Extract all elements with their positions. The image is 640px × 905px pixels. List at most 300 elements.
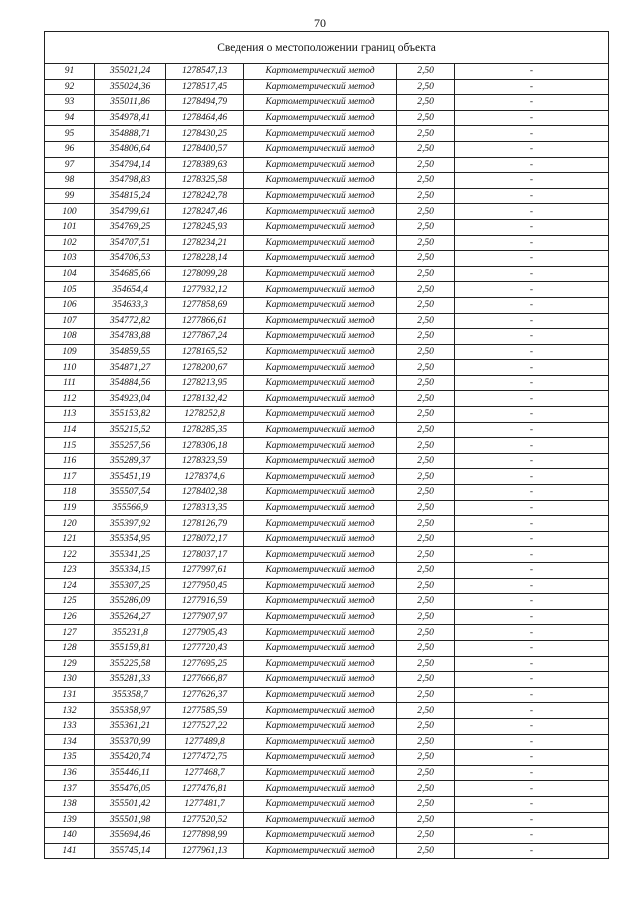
method-cell: Картометрический метод [244, 453, 397, 469]
point-number-cell: 106 [45, 297, 95, 313]
table-row [45, 422, 609, 438]
x-coordinate-cell: 355566,9 [95, 500, 166, 516]
y-coordinate-cell: 1278126,79 [166, 516, 244, 532]
point-number-cell: 112 [45, 391, 95, 407]
table-row [45, 469, 609, 485]
x-coordinate-cell: 354871,27 [95, 360, 166, 376]
accuracy-cell: 2,50 [397, 64, 455, 80]
table-row [45, 796, 609, 812]
method-cell: Картометрический метод [244, 796, 397, 812]
accuracy-cell: 2,50 [397, 640, 455, 656]
point-number-cell: 132 [45, 703, 95, 719]
point-number-cell: 110 [45, 360, 95, 376]
x-coordinate-cell: 354923,04 [95, 391, 166, 407]
table-row [45, 812, 609, 828]
point-number-cell: 102 [45, 235, 95, 251]
table-row [45, 219, 609, 235]
y-coordinate-cell: 1278402,38 [166, 485, 244, 501]
description-cell: - [455, 578, 609, 594]
table-row [45, 609, 609, 625]
accuracy-cell: 2,50 [397, 703, 455, 719]
method-cell: Картометрический метод [244, 594, 397, 610]
description-cell: - [455, 407, 609, 423]
point-number-cell: 108 [45, 329, 95, 345]
x-coordinate-cell: 355257,56 [95, 438, 166, 454]
point-number-cell: 131 [45, 687, 95, 703]
point-number-cell: 122 [45, 547, 95, 563]
x-coordinate-cell: 354706,53 [95, 251, 166, 267]
method-cell: Картометрический метод [244, 313, 397, 329]
point-number-cell: 97 [45, 157, 95, 173]
description-cell: - [455, 516, 609, 532]
point-number-cell: 94 [45, 110, 95, 126]
table-row [45, 344, 609, 360]
description-cell: - [455, 750, 609, 766]
y-coordinate-cell: 1278165,52 [166, 344, 244, 360]
accuracy-cell: 2,50 [397, 157, 455, 173]
table-row [45, 173, 609, 189]
method-cell: Картометрический метод [244, 375, 397, 391]
description-cell: - [455, 640, 609, 656]
description-cell: - [455, 500, 609, 516]
point-number-cell: 113 [45, 407, 95, 423]
table-row [45, 765, 609, 781]
y-coordinate-cell: 1278072,17 [166, 531, 244, 547]
point-number-cell: 121 [45, 531, 95, 547]
description-cell: - [455, 126, 609, 142]
table-row [45, 734, 609, 750]
x-coordinate-cell: 355341,25 [95, 547, 166, 563]
y-coordinate-cell: 1277489,8 [166, 734, 244, 750]
x-coordinate-cell: 354859,55 [95, 344, 166, 360]
x-coordinate-cell: 354888,71 [95, 126, 166, 142]
x-coordinate-cell: 354654,4 [95, 282, 166, 298]
description-cell: - [455, 64, 609, 80]
description-cell: - [455, 469, 609, 485]
x-coordinate-cell: 355354,95 [95, 531, 166, 547]
x-coordinate-cell: 355361,21 [95, 718, 166, 734]
y-coordinate-cell: 1277468,7 [166, 765, 244, 781]
table-row [45, 360, 609, 376]
point-number-cell: 105 [45, 282, 95, 298]
x-coordinate-cell: 354707,51 [95, 235, 166, 251]
method-cell: Картометрический метод [244, 219, 397, 235]
table-row [45, 578, 609, 594]
accuracy-cell: 2,50 [397, 765, 455, 781]
table-row [45, 282, 609, 298]
description-cell: - [455, 204, 609, 220]
point-number-cell: 123 [45, 563, 95, 579]
point-number-cell: 104 [45, 266, 95, 282]
point-number-cell: 135 [45, 750, 95, 766]
y-coordinate-cell: 1278464,46 [166, 110, 244, 126]
accuracy-cell: 2,50 [397, 563, 455, 579]
x-coordinate-cell: 354794,14 [95, 157, 166, 173]
description-cell: - [455, 329, 609, 345]
accuracy-cell: 2,50 [397, 407, 455, 423]
table-row [45, 781, 609, 797]
point-number-cell: 126 [45, 609, 95, 625]
accuracy-cell: 2,50 [397, 609, 455, 625]
point-number-cell: 140 [45, 828, 95, 844]
accuracy-cell: 2,50 [397, 625, 455, 641]
y-coordinate-cell: 1278306,18 [166, 438, 244, 454]
method-cell: Картометрический метод [244, 687, 397, 703]
method-cell: Картометрический метод [244, 407, 397, 423]
point-number-cell: 138 [45, 796, 95, 812]
method-cell: Картометрический метод [244, 765, 397, 781]
x-coordinate-cell: 355011,86 [95, 95, 166, 111]
method-cell: Картометрический метод [244, 79, 397, 95]
y-coordinate-cell: 1277916,59 [166, 594, 244, 610]
y-coordinate-cell: 1277898,99 [166, 828, 244, 844]
table-row [45, 407, 609, 423]
description-cell: - [455, 344, 609, 360]
y-coordinate-cell: 1278400,57 [166, 141, 244, 157]
method-cell: Картометрический метод [244, 438, 397, 454]
description-cell: - [455, 796, 609, 812]
accuracy-cell: 2,50 [397, 141, 455, 157]
method-cell: Картометрический метод [244, 843, 397, 859]
y-coordinate-cell: 1277585,59 [166, 703, 244, 719]
y-coordinate-cell: 1277867,24 [166, 329, 244, 345]
table-row [45, 703, 609, 719]
method-cell: Картометрический метод [244, 360, 397, 376]
method-cell: Картометрический метод [244, 531, 397, 547]
x-coordinate-cell: 355225,58 [95, 656, 166, 672]
point-number-cell: 133 [45, 718, 95, 734]
method-cell: Картометрический метод [244, 812, 397, 828]
accuracy-cell: 2,50 [397, 500, 455, 516]
method-cell: Картометрический метод [244, 828, 397, 844]
point-number-cell: 95 [45, 126, 95, 142]
point-number-cell: 98 [45, 173, 95, 189]
method-cell: Картометрический метод [244, 625, 397, 641]
description-cell: - [455, 672, 609, 688]
description-cell: - [455, 703, 609, 719]
description-cell: - [455, 531, 609, 547]
x-coordinate-cell: 355358,7 [95, 687, 166, 703]
method-cell: Картометрический метод [244, 672, 397, 688]
accuracy-cell: 2,50 [397, 718, 455, 734]
accuracy-cell: 2,50 [397, 110, 455, 126]
table-row [45, 110, 609, 126]
table-row [45, 126, 609, 142]
y-coordinate-cell: 1277858,69 [166, 297, 244, 313]
table-row [45, 157, 609, 173]
method-cell: Картометрический метод [244, 157, 397, 173]
method-cell: Картометрический метод [244, 656, 397, 672]
point-number-cell: 92 [45, 79, 95, 95]
method-cell: Картометрический метод [244, 703, 397, 719]
y-coordinate-cell: 1278247,46 [166, 204, 244, 220]
y-coordinate-cell: 1278323,59 [166, 453, 244, 469]
y-coordinate-cell: 1278517,45 [166, 79, 244, 95]
method-cell: Картометрический метод [244, 126, 397, 142]
y-coordinate-cell: 1277905,43 [166, 625, 244, 641]
x-coordinate-cell: 355420,74 [95, 750, 166, 766]
method-cell: Картометрический метод [244, 718, 397, 734]
description-cell: - [455, 656, 609, 672]
x-coordinate-cell: 354783,88 [95, 329, 166, 345]
point-number-cell: 141 [45, 843, 95, 859]
y-coordinate-cell: 1278389,63 [166, 157, 244, 173]
table-header-row [45, 32, 609, 64]
point-number-cell: 100 [45, 204, 95, 220]
accuracy-cell: 2,50 [397, 687, 455, 703]
x-coordinate-cell: 355694,46 [95, 828, 166, 844]
accuracy-cell: 2,50 [397, 422, 455, 438]
description-cell: - [455, 266, 609, 282]
table-row [45, 547, 609, 563]
table-row [45, 313, 609, 329]
accuracy-cell: 2,50 [397, 469, 455, 485]
y-coordinate-cell: 1277866,61 [166, 313, 244, 329]
y-coordinate-cell: 1277695,25 [166, 656, 244, 672]
table-row [45, 329, 609, 345]
table-row [45, 828, 609, 844]
accuracy-cell: 2,50 [397, 235, 455, 251]
table-title: Сведения о местоположении границ объекта [45, 32, 609, 64]
y-coordinate-cell: 1278494,79 [166, 95, 244, 111]
y-coordinate-cell: 1277666,87 [166, 672, 244, 688]
method-cell: Картометрический метод [244, 110, 397, 126]
x-coordinate-cell: 355476,05 [95, 781, 166, 797]
description-cell: - [455, 235, 609, 251]
description-cell: - [455, 438, 609, 454]
description-cell: - [455, 609, 609, 625]
table-row [45, 687, 609, 703]
table-row [45, 640, 609, 656]
description-cell: - [455, 219, 609, 235]
y-coordinate-cell: 1277932,12 [166, 282, 244, 298]
y-coordinate-cell: 1278547,13 [166, 64, 244, 80]
table-row [45, 204, 609, 220]
table-row [45, 750, 609, 766]
method-cell: Картометрический метод [244, 750, 397, 766]
description-cell: - [455, 734, 609, 750]
method-cell: Картометрический метод [244, 329, 397, 345]
method-cell: Картометрический метод [244, 578, 397, 594]
accuracy-cell: 2,50 [397, 79, 455, 95]
table-row [45, 438, 609, 454]
method-cell: Картометрический метод [244, 563, 397, 579]
y-coordinate-cell: 1278200,67 [166, 360, 244, 376]
description-cell: - [455, 485, 609, 501]
point-number-cell: 109 [45, 344, 95, 360]
x-coordinate-cell: 354769,25 [95, 219, 166, 235]
y-coordinate-cell: 1278374,6 [166, 469, 244, 485]
description-cell: - [455, 718, 609, 734]
description-cell: - [455, 422, 609, 438]
description-cell: - [455, 188, 609, 204]
table-row [45, 266, 609, 282]
accuracy-cell: 2,50 [397, 781, 455, 797]
y-coordinate-cell: 1278325,58 [166, 173, 244, 189]
point-number-cell: 137 [45, 781, 95, 797]
y-coordinate-cell: 1278430,25 [166, 126, 244, 142]
x-coordinate-cell: 355231,8 [95, 625, 166, 641]
point-number-cell: 117 [45, 469, 95, 485]
accuracy-cell: 2,50 [397, 204, 455, 220]
point-number-cell: 91 [45, 64, 95, 80]
method-cell: Картометрический метод [244, 516, 397, 532]
x-coordinate-cell: 355501,98 [95, 812, 166, 828]
point-number-cell: 139 [45, 812, 95, 828]
accuracy-cell: 2,50 [397, 438, 455, 454]
description-cell: - [455, 843, 609, 859]
x-coordinate-cell: 354815,24 [95, 188, 166, 204]
y-coordinate-cell: 1277520,52 [166, 812, 244, 828]
x-coordinate-cell: 355501,42 [95, 796, 166, 812]
point-number-cell: 99 [45, 188, 95, 204]
accuracy-cell: 2,50 [397, 656, 455, 672]
description-cell: - [455, 173, 609, 189]
accuracy-cell: 2,50 [397, 750, 455, 766]
x-coordinate-cell: 355264,27 [95, 609, 166, 625]
accuracy-cell: 2,50 [397, 594, 455, 610]
table-row [45, 531, 609, 547]
y-coordinate-cell: 1277527,22 [166, 718, 244, 734]
table-row [45, 297, 609, 313]
accuracy-cell: 2,50 [397, 547, 455, 563]
y-coordinate-cell: 1278285,35 [166, 422, 244, 438]
x-coordinate-cell: 354633,3 [95, 297, 166, 313]
point-number-cell: 119 [45, 500, 95, 516]
accuracy-cell: 2,50 [397, 266, 455, 282]
table-body [45, 32, 609, 859]
method-cell: Картометрический метод [244, 297, 397, 313]
x-coordinate-cell: 354798,83 [95, 173, 166, 189]
description-cell: - [455, 141, 609, 157]
point-number-cell: 124 [45, 578, 95, 594]
accuracy-cell: 2,50 [397, 282, 455, 298]
description-cell: - [455, 391, 609, 407]
accuracy-cell: 2,50 [397, 453, 455, 469]
x-coordinate-cell: 355358,97 [95, 703, 166, 719]
accuracy-cell: 2,50 [397, 251, 455, 267]
x-coordinate-cell: 355024,36 [95, 79, 166, 95]
y-coordinate-cell: 1278132,42 [166, 391, 244, 407]
y-coordinate-cell: 1277997,61 [166, 563, 244, 579]
accuracy-cell: 2,50 [397, 219, 455, 235]
x-coordinate-cell: 355745,14 [95, 843, 166, 859]
method-cell: Картометрический метод [244, 500, 397, 516]
point-number-cell: 111 [45, 375, 95, 391]
x-coordinate-cell: 354772,82 [95, 313, 166, 329]
y-coordinate-cell: 1277950,45 [166, 578, 244, 594]
y-coordinate-cell: 1277961,13 [166, 843, 244, 859]
table-row [45, 79, 609, 95]
point-number-cell: 116 [45, 453, 95, 469]
y-coordinate-cell: 1278245,93 [166, 219, 244, 235]
y-coordinate-cell: 1278234,21 [166, 235, 244, 251]
accuracy-cell: 2,50 [397, 329, 455, 345]
description-cell: - [455, 313, 609, 329]
table-row [45, 95, 609, 111]
description-cell: - [455, 453, 609, 469]
method-cell: Картометрический метод [244, 485, 397, 501]
accuracy-cell: 2,50 [397, 485, 455, 501]
table-row [45, 625, 609, 641]
table-row [45, 656, 609, 672]
x-coordinate-cell: 355370,99 [95, 734, 166, 750]
table-row [45, 516, 609, 532]
description-cell: - [455, 79, 609, 95]
x-coordinate-cell: 354978,41 [95, 110, 166, 126]
boundary-coordinates-table [44, 31, 609, 859]
table-row [45, 141, 609, 157]
accuracy-cell: 2,50 [397, 391, 455, 407]
x-coordinate-cell: 355334,15 [95, 563, 166, 579]
y-coordinate-cell: 1278213,95 [166, 375, 244, 391]
method-cell: Картометрический метод [244, 734, 397, 750]
x-coordinate-cell: 355153,82 [95, 407, 166, 423]
method-cell: Картометрический метод [244, 547, 397, 563]
accuracy-cell: 2,50 [397, 531, 455, 547]
x-coordinate-cell: 355159,81 [95, 640, 166, 656]
accuracy-cell: 2,50 [397, 843, 455, 859]
description-cell: - [455, 297, 609, 313]
table-row [45, 453, 609, 469]
point-number-cell: 107 [45, 313, 95, 329]
accuracy-cell: 2,50 [397, 297, 455, 313]
x-coordinate-cell: 355215,52 [95, 422, 166, 438]
y-coordinate-cell: 1277472,75 [166, 750, 244, 766]
point-number-cell: 114 [45, 422, 95, 438]
x-coordinate-cell: 354884,56 [95, 375, 166, 391]
accuracy-cell: 2,50 [397, 95, 455, 111]
point-number-cell: 129 [45, 656, 95, 672]
description-cell: - [455, 812, 609, 828]
method-cell: Картометрический метод [244, 266, 397, 282]
method-cell: Картометрический метод [244, 251, 397, 267]
accuracy-cell: 2,50 [397, 672, 455, 688]
accuracy-cell: 2,50 [397, 734, 455, 750]
table-row [45, 391, 609, 407]
method-cell: Картометрический метод [244, 141, 397, 157]
point-number-cell: 127 [45, 625, 95, 641]
method-cell: Картометрический метод [244, 173, 397, 189]
y-coordinate-cell: 1278099,28 [166, 266, 244, 282]
accuracy-cell: 2,50 [397, 516, 455, 532]
table-row [45, 188, 609, 204]
table-row [45, 375, 609, 391]
accuracy-cell: 2,50 [397, 313, 455, 329]
accuracy-cell: 2,50 [397, 796, 455, 812]
method-cell: Картометрический метод [244, 609, 397, 625]
x-coordinate-cell: 355286,09 [95, 594, 166, 610]
method-cell: Картометрический метод [244, 235, 397, 251]
description-cell: - [455, 765, 609, 781]
table-row [45, 718, 609, 734]
point-number-cell: 128 [45, 640, 95, 656]
x-coordinate-cell: 355507,54 [95, 485, 166, 501]
description-cell: - [455, 687, 609, 703]
description-cell: - [455, 625, 609, 641]
description-cell: - [455, 95, 609, 111]
accuracy-cell: 2,50 [397, 344, 455, 360]
point-number-cell: 93 [45, 95, 95, 111]
table-row [45, 500, 609, 516]
table-row [45, 485, 609, 501]
point-number-cell: 115 [45, 438, 95, 454]
description-cell: - [455, 828, 609, 844]
y-coordinate-cell: 1278037,17 [166, 547, 244, 563]
description-cell: - [455, 110, 609, 126]
point-number-cell: 120 [45, 516, 95, 532]
table-row [45, 594, 609, 610]
